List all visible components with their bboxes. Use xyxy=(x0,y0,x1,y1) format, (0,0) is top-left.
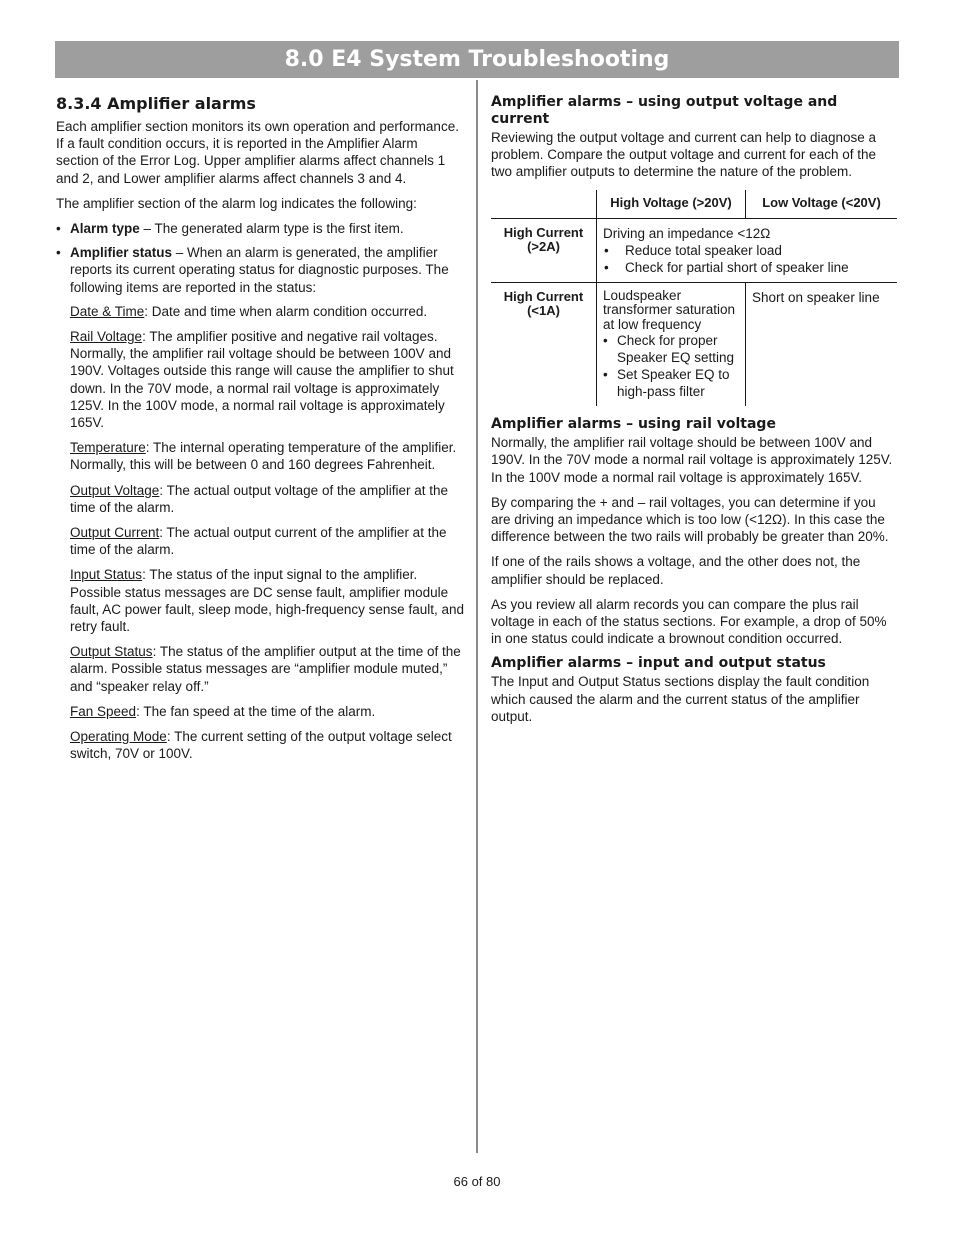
row-header-high-current-2a: High Current (>2A) xyxy=(491,218,597,282)
item-term: Output Current xyxy=(70,525,160,541)
status-item-input-status xyxy=(56,566,464,635)
item-term: Output Status xyxy=(70,644,153,660)
bullet-term: Alarm type xyxy=(70,221,140,237)
status-item-operating-mode xyxy=(56,728,464,762)
rail-paragraph: If one of the rails shows a voltage, and the other does not, the amplifier should be replaced. xyxy=(491,554,861,587)
rail-paragraph: By comparing the + and – rail voltages, you can determine if you are driving an impedance which is too low (<12Ω). In this case the difference between the two rails will probably be greater than 20%. xyxy=(491,494,889,545)
right-column xyxy=(491,94,897,733)
item-text: : The current setting of the output voltage select switch, 70V or 100V. xyxy=(70,729,452,762)
page-title: 8.0 E4 System Troubleshooting xyxy=(284,47,670,72)
page-header xyxy=(55,41,899,78)
subheading-rail-voltage: Amplifier alarms – using rail voltage xyxy=(491,416,776,433)
page-number: 66 of 80 xyxy=(453,1174,501,1189)
item-text: : The status of the input signal to the amplifier. Possible status messages are DC sense fault, amplifier module fault, AC power fault, sleep mode, high-frequency sense fault, and retry fault. xyxy=(70,567,464,635)
item-term: Date & Time xyxy=(70,303,145,319)
alarm-diagnosis-table xyxy=(491,190,897,407)
status-item-output-status xyxy=(56,643,464,695)
item-text: : The amplifier positive and negative rail voltages. Normally, the amplifier rail voltage should be between 100V and 190V. Voltages outside this range will cause the amplifier to shut down. In the 70V mode, a normal rail voltage is approximately 125V. In the 100V mode, a normal rail voltage is approximately 165V. xyxy=(70,329,454,431)
row-header-high-current-1a: High Current (<1A) xyxy=(503,288,584,318)
item-text: : The internal operating temperature of the amplifier. Normally, this will be between 0 and 160 degrees Fahrenheit. xyxy=(70,440,457,473)
section-heading: 8.3.4 Amplifier alarms xyxy=(56,94,256,113)
intro-paragraph: Each amplifier section monitors its own operation and performance. If a fault condition occurs, it is reported in the Amplifier Alarm section of the Error Log. Upper amplifier alarms affect channels 1 and 2, and Lower amplifier alarms affect channels 3 and 4. xyxy=(56,119,459,186)
item-text: : The actual output voltage of the amplifier at the time of the alarm. xyxy=(70,482,449,515)
column-divider xyxy=(476,80,478,1153)
item-term: Output Voltage xyxy=(70,482,160,498)
item-term: Input Status xyxy=(70,567,143,583)
output-voltage-paragraph: Reviewing the output voltage and current can help to diagnose a problem. Compare the output voltage and current for each of the two amplifier outputs to determine the nature of the problem. xyxy=(491,130,877,180)
status-item-rail-voltage xyxy=(56,328,464,431)
cell-bullet: • Set Speaker EQ to high-pass filter xyxy=(603,366,739,400)
item-term: Fan Speed xyxy=(70,703,137,719)
bullet-term: Amplifier status xyxy=(70,245,173,261)
left-column xyxy=(56,94,464,771)
rail-paragraph: Normally, the amplifier rail voltage should be between 100V and 190V. In the 70V mode a normal rail voltage is approximately 125V. In the 100V mode a normal rail voltage is approximately 165V. xyxy=(491,435,893,485)
col-header-low-voltage: Low Voltage (<20V) xyxy=(746,190,898,219)
item-term: Temperature xyxy=(70,440,146,456)
item-text: : The status of the amplifier output at the time of the alarm. Possible status messages are “amplifier module muted,” and “speaker relay off.” xyxy=(70,644,461,694)
bullet-text: – The generated alarm type is the first item. xyxy=(139,221,404,237)
table-cell-row1 xyxy=(597,218,898,282)
status-item-output-voltage xyxy=(56,482,464,516)
cell-text: Driving an impedance <12Ω xyxy=(603,225,771,241)
cell-bullet: • Reduce total speaker load xyxy=(603,242,891,259)
status-item-output-current xyxy=(56,524,464,558)
status-item-date-time xyxy=(56,303,464,320)
rail-paragraph: As you review all alarm records you can compare the plus rail voltage in each of the status sections. For example, a drop of 50% in one status could indicate a brownout condition occurred. xyxy=(491,596,887,647)
status-paragraph: The Input and Output Status sections display the fault condition which caused the alarm and the current status of the amplifier output. xyxy=(491,674,870,724)
item-term: Rail Voltage xyxy=(70,329,143,345)
status-item-temperature xyxy=(56,439,464,473)
col-header-high-voltage: High Voltage (>20V) xyxy=(597,190,746,219)
bullet-alarm-type xyxy=(56,220,464,237)
subheading-input-output-status: Amplifier alarms – input and output status xyxy=(491,655,826,672)
log-intro-paragraph: The amplifier section of the alarm log indicates the following: xyxy=(56,195,417,211)
subheading-output-voltage-current: Amplifier alarms – using output voltage and current xyxy=(491,94,838,127)
item-text: : The fan speed at the time of the alarm. xyxy=(136,703,376,719)
item-text: : The actual output current of the amplifier at the time of the alarm. xyxy=(70,525,447,558)
bullet-text: – When an alarm is generated, the amplifier reports its current operating status for diagnostic purposes. The following items are reported in the status: xyxy=(70,245,449,295)
cell-text: Loudspeaker transformer saturation at low frequency xyxy=(603,287,736,332)
cell-bullet: • Check for proper Speaker EQ setting xyxy=(603,332,739,366)
cell-bullet: • Check for partial short of speaker line xyxy=(603,259,891,276)
item-term: Operating Mode xyxy=(70,729,167,745)
item-text: : Date and time when alarm condition occurred. xyxy=(144,303,428,319)
status-item-fan-speed xyxy=(56,703,464,720)
table-cell-row2-low-voltage: Short on speaker line xyxy=(746,282,898,406)
table-cell-row2-high-voltage xyxy=(597,282,746,406)
table-corner-cell xyxy=(491,190,597,219)
bullet-amplifier-status xyxy=(56,244,464,296)
